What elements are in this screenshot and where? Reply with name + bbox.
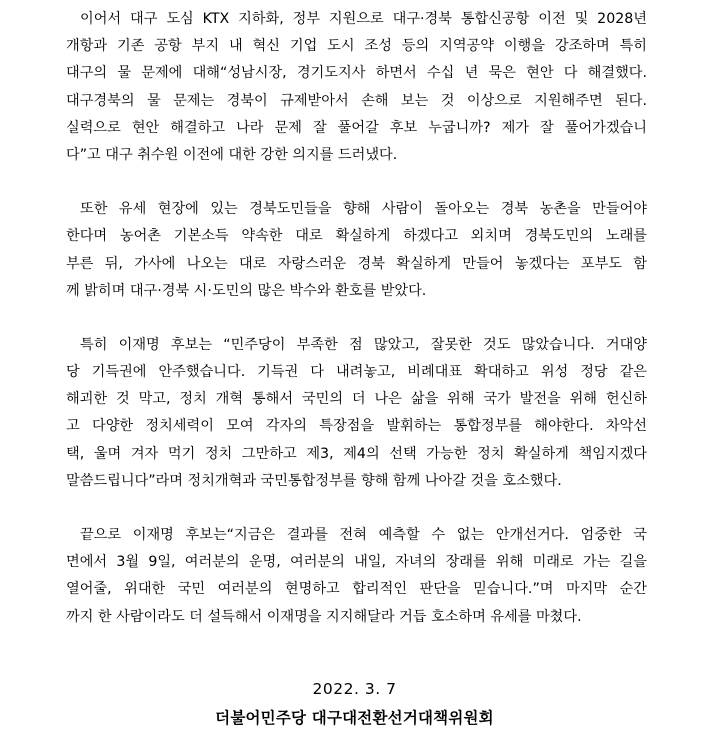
release-date: 2022. 3. 7 <box>312 680 397 698</box>
organization-name: 더불어민주당 대구대전환선거대책위원회 <box>215 709 494 727</box>
text-line: 다”고 대구 취수원 이전에 대한 강한 의지를 드러냈다. <box>66 146 398 163</box>
text-line: 택, 울며 겨자 먹기 정치 그만하고 제3, 제4의 선택 가능한 정치 확실하게 책임지겠다 <box>66 445 647 462</box>
text-line: 한다며 농어촌 기본소득 약속한 대로 확실하게 하겠다고 외치며 경북도민의 노래를 <box>66 228 647 245</box>
text-line: 특히 이재명 후보는 “민주당이 부족한 점 많았고, 잘못한 것도 많았습니다. 거대양 <box>80 336 647 353</box>
text-line: 이어서 대구 도심 KTX 지하화, 정부 지원으로 대구·경북 통합신공항 이전 및 2028년 <box>80 11 647 27</box>
text-line: 실력으로 현안 해결하고 나라 문제 잘 풀어갈 후보 누굽니까? 제가 잘 풀어가겠습니 <box>66 119 647 136</box>
text-line: 까지 한 사람이라도 더 설득해서 이재명을 지지해달라 거듭 호소하며 유세를 마쳤다. <box>66 608 582 625</box>
text-line: 부른 뒤, 가사에 나오는 대로 자랑스러운 경북 확실하게 만들어 놓겠다는 포부도 함 <box>66 255 647 272</box>
text-line: 끝으로 이재명 후보는“지금은 결과를 전혀 예측할 수 없는 안개선거다. 엄중한 국 <box>80 527 647 543</box>
text-line: 대구경북의 물 문제는 경북이 규제받아서 손해 보는 것 이상으로 지원해주면 된다. <box>66 92 647 109</box>
text-line: 고 다양한 정치세력이 모여 각자의 특장점을 발휘하는 통합정부를 해야한다. 차악선 <box>66 418 647 435</box>
text-line: 또한 유세 현장에 있는 경북도민들을 향해 사람이 돌아오는 경북 농촌을 만들어야 <box>80 201 647 218</box>
paragraph-water-issue <box>66 6 647 169</box>
text-line: 개항과 기존 공항 부지 내 혁신 기업 도시 조성 등의 지역공약 이행을 강조하며 특히 <box>66 38 647 55</box>
text-line: 열어줄, 위대한 국민 여러분의 현명하고 합리적인 판단을 믿습니다.”며 마지막 순간 <box>66 581 647 598</box>
text-line: 당 기득권에 안주했습니다. 기득권 다 내려놓고, 비례대표 확대하고 위성 정당 같은 <box>66 364 647 381</box>
text-line: 께 밝히며 대구·경북 시·도민의 많은 박수와 환호를 받았다. <box>66 282 427 299</box>
text-line: 해괴한 것 막고, 정치 개혁 통해서 국민의 더 나은 삶을 위해 국가 발전을 위해 헌신하 <box>66 391 647 408</box>
paragraph-rural-income <box>66 196 647 305</box>
text-line: 대구의 물 문제에 대해“성남시장, 경기도지사 하면서 수십 년 묵은 현안 다 해결했다. <box>66 65 647 82</box>
paragraph-closing-appeal <box>66 522 647 631</box>
paragraph-political-reform <box>66 332 647 495</box>
text-line: 말씀드립니다”라며 정치개혁과 국민통합정부를 향해 함께 나아갈 것을 호소했다. <box>66 472 562 489</box>
text-line: 면에서 3월 9일, 여러분의 운명, 여러분의 내일, 자녀의 장래를 위해 미래로 가는 길을 <box>66 554 647 571</box>
